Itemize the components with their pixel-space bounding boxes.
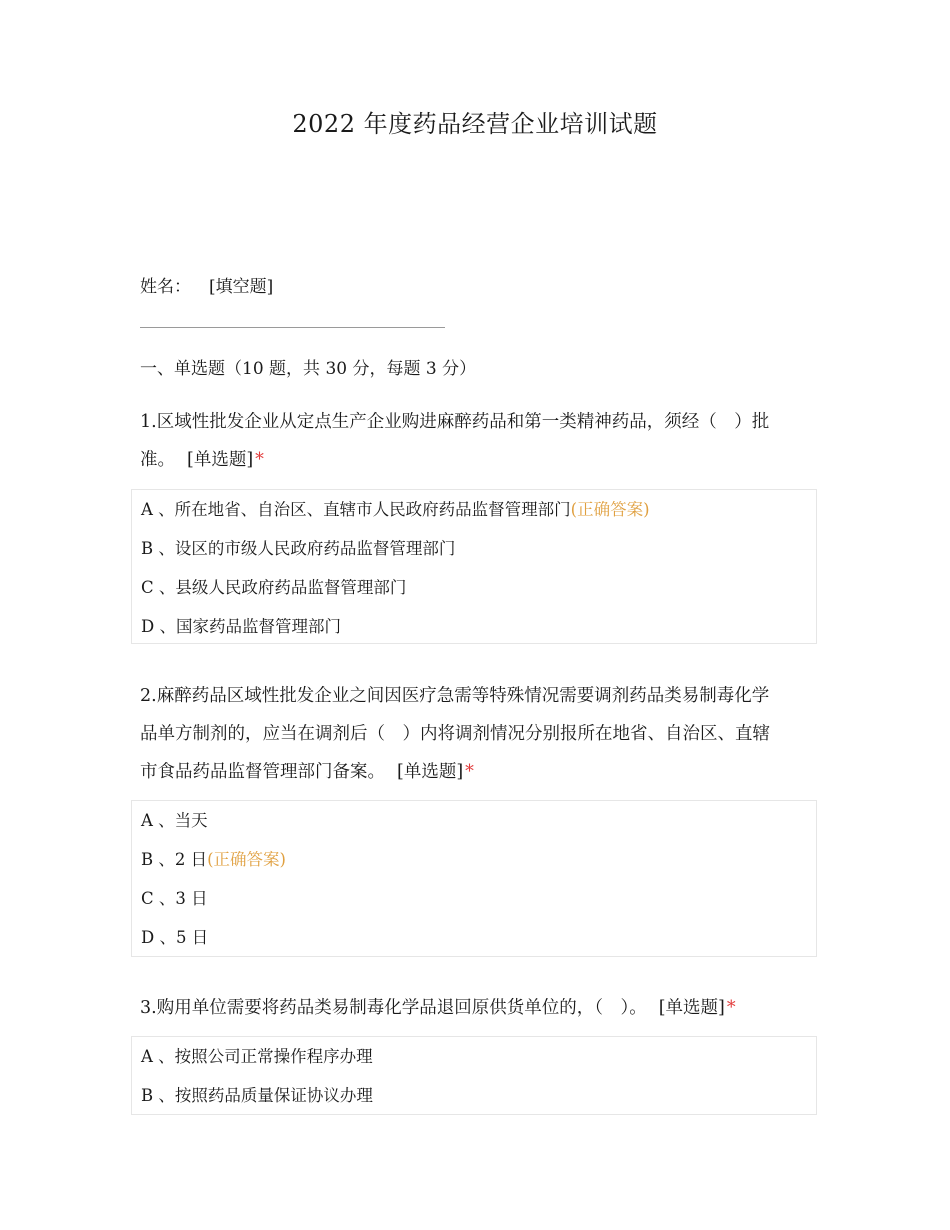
options-box-3: [131, 1036, 817, 1115]
options-box-1: [131, 489, 817, 644]
correct-answer-label: (正确答案): [570, 500, 650, 519]
required-mark: *: [726, 998, 736, 1018]
required-mark: *: [465, 762, 474, 782]
question-1: [140, 403, 812, 479]
option-d[interactable]: D 、5 日: [141, 928, 209, 947]
question-text-line: 准。 [单选题] *: [140, 450, 264, 470]
option-b[interactable]: B 、2 日(正确答案): [141, 850, 286, 869]
option-a[interactable]: A 、按照公司正常操作程序办理: [141, 1047, 373, 1066]
option-c[interactable]: C 、县级人民政府药品监督管理部门: [141, 578, 407, 597]
option-b[interactable]: B 、设区的市级人民政府药品监督管理部门: [141, 539, 456, 558]
name-input-line[interactable]: [140, 327, 445, 328]
option-a[interactable]: A 、当天: [141, 811, 208, 830]
question-text-line: 市食品药品监督管理部门备案。 [单选题] *: [140, 762, 474, 782]
name-label: 姓名：: [140, 277, 191, 297]
question-text-line: 品单方制剂的，应当在调剂后（ ）内将调剂情况分别报所在地省、自治区、直辖: [140, 724, 770, 744]
question-type-tag: [单选题]: [658, 998, 725, 1018]
section-heading: 一、单选题（10 题，共 30 分，每题 3 分）: [140, 359, 477, 379]
question-2: [140, 677, 812, 791]
option-d[interactable]: D 、国家药品监督管理部门: [141, 617, 341, 636]
question-type-tag: [单选题]: [397, 762, 464, 782]
question-text-line: 1.区域性批发企业从定点生产企业购进麻醉药品和第一类精神药品，须经（ ）批: [140, 412, 770, 432]
option-c[interactable]: C 、3 日: [141, 889, 208, 908]
option-a[interactable]: A 、所在地省、自治区、直辖市人民政府药品监督管理部门(正确答案): [141, 500, 650, 519]
question-type-tag: [填空题]: [209, 277, 274, 297]
question-text-line: 2.麻醉药品区域性批发企业之间因医疗急需等特殊情况需要调剂药品类易制毒化学: [140, 686, 770, 706]
name-question: [140, 272, 273, 297]
question-type-tag: [单选题]: [187, 450, 254, 470]
page-title: 2022 年度药品经营企业培训试题: [292, 110, 658, 138]
question-text-line: 3.购用单位需要将药品类易制毒化学品退回原供货单位的，（ ）。 [单选题] *: [140, 998, 736, 1018]
question-3: [140, 989, 812, 1027]
correct-answer-label: (正确答案): [207, 850, 286, 869]
options-box-2: [131, 800, 817, 957]
required-mark: *: [255, 450, 264, 470]
option-b[interactable]: B 、按照药品质量保证协议办理: [141, 1086, 373, 1105]
